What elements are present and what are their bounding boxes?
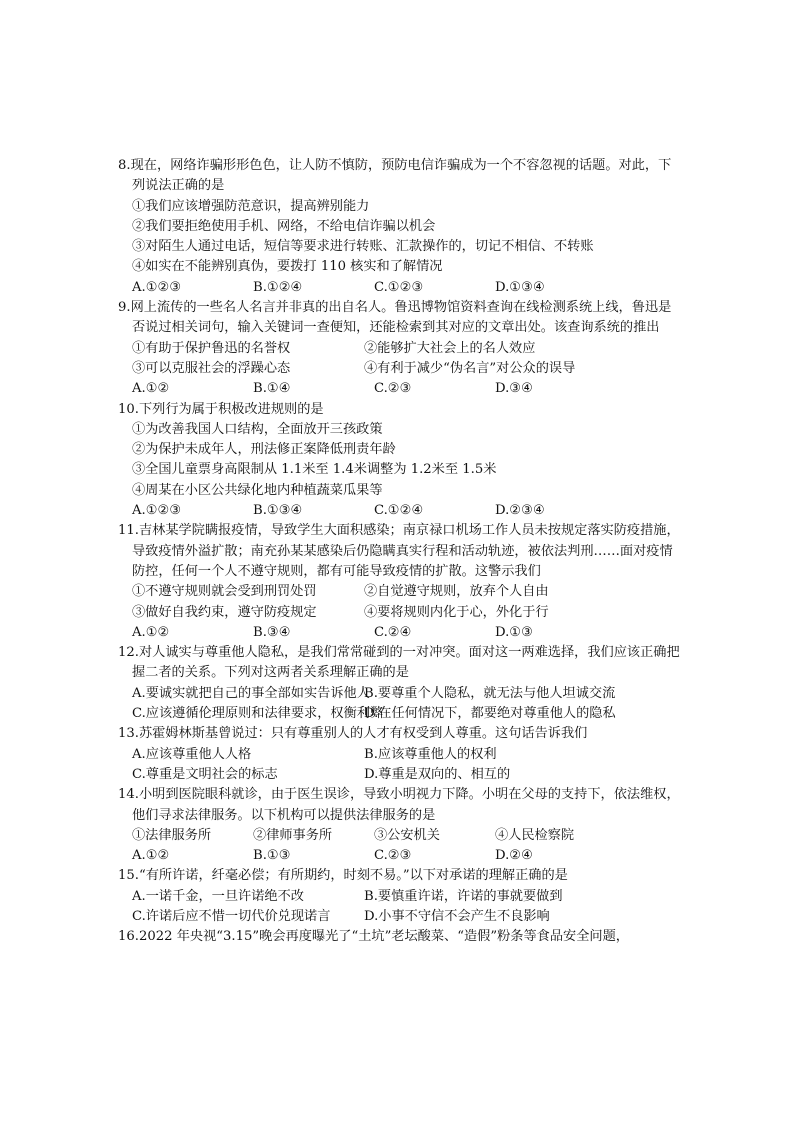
answer-options	[118, 684, 683, 704]
answer-option: B.要尊重个人隐私，就无法与他人坦诚交流	[364, 685, 616, 701]
answer-option: D.①③④	[495, 279, 545, 295]
question-stem: 11.吉林某学院瞒报疫情，导致学生大面积感染；南京禄口机场工作人员未按规定落实防疫措施，导致疫情外溢扩散；南充孙某某感染后仍隐瞒真实行程和活动轨迹，被依法判刑……面对疫情防控，任何一个人不遵守规则，都有可能导致疫情的扩散。这警示我们	[118, 523, 680, 579]
answer-option: D.小事不守信不会产生不良影响	[364, 908, 550, 924]
answer-option: C.②③	[374, 381, 412, 397]
answer-option: A.要诚实就把自己的事全部如实告诉他人	[132, 685, 370, 701]
statement-item: ③可以克服社会的浮躁心态	[132, 360, 291, 376]
answer-options	[118, 623, 683, 643]
statement-item: ①不遵守规则就会受到刑罚处罚	[132, 584, 317, 600]
answer-options	[118, 379, 683, 399]
statement-item: ①法律服务所	[132, 827, 212, 843]
question-stem: 10.下列行为属于积极改进规则的是	[118, 401, 324, 417]
statement-row	[118, 826, 683, 846]
statement-item: ④如实在不能辨别真伪，要拨打 110 核实和了解情况	[132, 259, 443, 275]
answer-option: C.①②③	[374, 279, 424, 295]
statement-item: ③对陌生人通过电话，短信等要求进行转账、汇款操作的，切记不相信、不转账	[132, 239, 594, 255]
question-stem: 9.网上流传的一些名人名言并非真的出自名人。鲁迅博物馆资料查询在线检测系统上线，鲁迅是否说过相关词句，输入关键词一查便知，还能检索到其对应的文章出处。该查询系统的推出	[118, 300, 672, 336]
answer-option: B.①③	[253, 848, 291, 864]
answer-option: B.应该尊重他人的权利	[364, 746, 497, 762]
answer-option: A.①②	[132, 381, 170, 397]
statement-item: ②我们要拒绝使用手机、网络，不给电信诈骗以机会	[132, 218, 436, 234]
question-block	[118, 156, 683, 298]
answer-option: B.③④	[253, 624, 291, 640]
statement-item: ②自觉遵守规则，放弃个人自由	[364, 584, 549, 600]
answer-option: A.应该尊重他人人格	[132, 746, 252, 762]
question-stem: 14.小明到医院眼科就诊，由于医生误诊，导致小明视力下降。小明在父母的支持下，依法维权，他们寻求法律服务。以下机构可以提供法律服务的是	[118, 787, 680, 823]
statement-item: ④周某在小区公共绿化地内种植蔬菜瓜果等	[132, 482, 383, 498]
answer-option: D.②③④	[495, 503, 545, 519]
answer-options	[118, 887, 683, 907]
answer-option: C.许诺后应不惜一切代价兑现诺言	[132, 908, 331, 924]
question-block	[118, 521, 683, 643]
statement-item: ②律师事务所	[253, 827, 333, 843]
question-block	[118, 866, 683, 927]
statement-row	[118, 603, 683, 623]
statement-row	[118, 339, 683, 359]
answer-option: A.一诺千金，一旦许诺绝不改	[132, 888, 304, 904]
question-stem: 12.对人诚实与尊重他人隐私，是我们常常碰到的一对冲突。面对这一两难选择，我们应该正确把握二者的关系。下列对这两者关系理解正确的是	[118, 645, 680, 681]
question-block	[118, 400, 683, 522]
answer-options	[118, 278, 683, 298]
answer-options	[118, 745, 683, 765]
answer-options	[118, 907, 683, 927]
answer-option: A.①②	[132, 624, 170, 640]
statement-item: ④要将规则内化于心，外化于行	[364, 604, 549, 620]
answer-option: B.①③④	[253, 503, 303, 519]
statement-item: ③全国儿童票身高限制从 1.1米至 1.4米调整为 1.2米至 1.5米	[132, 462, 497, 478]
statement-item: ③做好自我约束，遵守防疫规定	[132, 604, 317, 620]
answer-option: A.①②③	[132, 279, 182, 295]
answer-option: C.②③	[374, 848, 412, 864]
answer-option: C.尊重是文明社会的标志	[132, 766, 278, 782]
answer-option: D.②④	[495, 848, 533, 864]
answer-option: B.要慎重许诺，许诺的事就要做到	[364, 888, 563, 904]
statement-item: ①为改善我国人口结构，全面放开三孩政策	[132, 421, 383, 437]
answer-options	[118, 501, 683, 521]
question-stem: 16.2022 年央视“3.15”晚会再度曝光了“土坑”老坛酸菜、“造假”粉条等食品安全问题，	[118, 929, 629, 945]
question-block	[118, 724, 683, 785]
answer-options	[118, 704, 683, 724]
answer-option: B.①②④	[253, 279, 303, 295]
answer-option: A.①②	[132, 848, 170, 864]
question-stem: 15.“有所许诺，纤毫必偿；有所期约，时刻不易。”以下对承诺的理解正确的是	[118, 868, 568, 884]
statement-row	[118, 359, 683, 379]
answer-option: C.应该遵循伦理原则和法律要求，权衡利弊	[132, 706, 384, 722]
question-block	[118, 927, 683, 947]
answer-option: D.①③	[495, 624, 533, 640]
answer-option: C.①②④	[374, 503, 424, 519]
statement-item: ②能够扩大社会上的名人效应	[364, 340, 536, 356]
answer-option: D.在任何情况下，都要绝对尊重他人的隐私	[364, 706, 616, 722]
statement-item: ④有利于减少“伪名言”对公众的误导	[364, 360, 576, 376]
question-block	[118, 298, 683, 399]
answer-options	[118, 846, 683, 866]
statement-item: ②为保护未成年人，刑法修正案降低刑责年龄	[132, 442, 396, 458]
question-stem: 8.现在，网络诈骗形形色色，让人防不慎防，预防电信诈骗成为一个不容忽视的话题。对此，下列说法正确的是	[118, 158, 672, 194]
question-stem: 13.苏霍姆林斯基曾说过：只有尊重别人的人才有权受到人尊重。这句话告诉我们	[118, 726, 588, 742]
answer-option: A.①②③	[132, 503, 182, 519]
answer-option: D.尊重是双向的、相互的	[364, 766, 511, 782]
question-block	[118, 785, 683, 866]
answer-options	[118, 765, 683, 785]
statement-item: ①有助于保护鲁迅的名誉权	[132, 340, 291, 356]
answer-option: D.③④	[495, 381, 533, 397]
statement-item: ③公安机关	[374, 827, 440, 843]
statement-item: ④人民检察院	[495, 827, 575, 843]
answer-option: B.①④	[253, 381, 291, 397]
answer-option: C.②④	[374, 624, 412, 640]
question-list	[118, 156, 683, 948]
question-block	[118, 643, 683, 724]
statement-row	[118, 582, 683, 602]
statement-item: ①我们应该增强防范意识，提高辨别能力	[132, 198, 370, 214]
